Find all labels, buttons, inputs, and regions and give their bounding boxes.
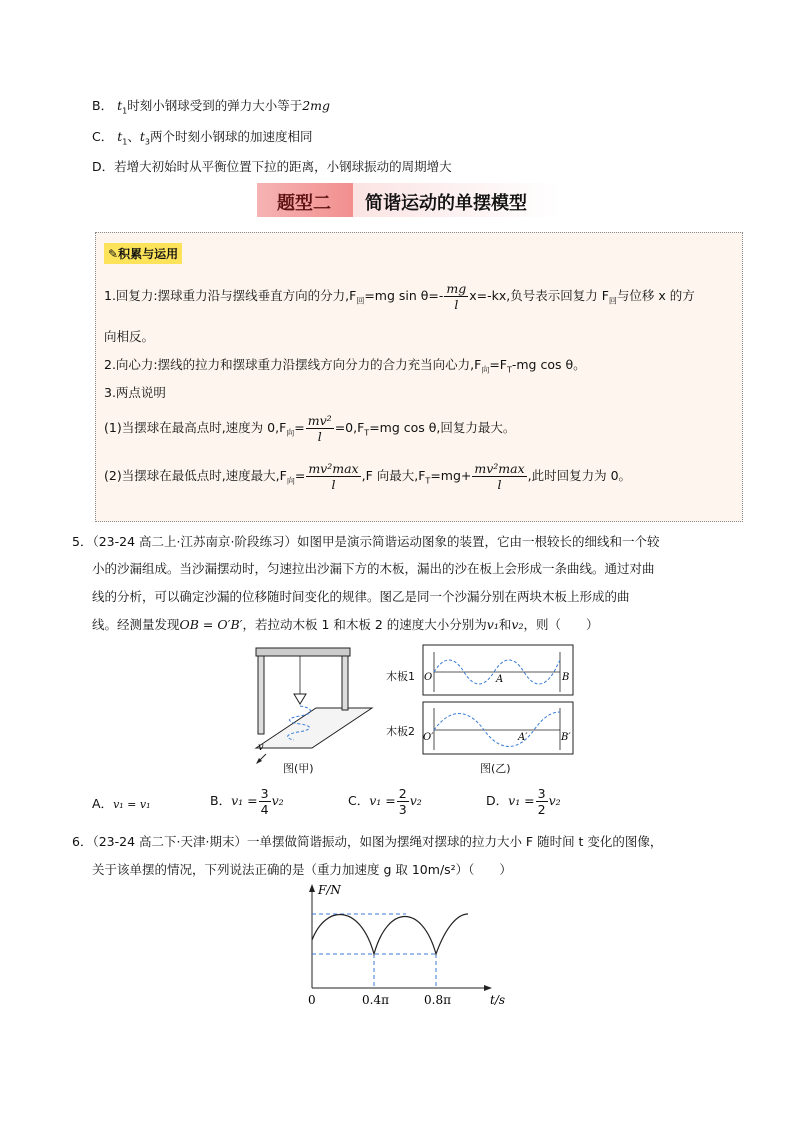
choice-formula: v₁ =	[369, 793, 396, 808]
denominator: 3	[398, 802, 407, 817]
banner-left	[257, 183, 353, 217]
subscript: T	[425, 476, 431, 486]
option-value: 2mg	[302, 98, 331, 113]
box-tag	[104, 243, 182, 264]
subscript: 向	[286, 476, 295, 486]
box-line-1b	[104, 327, 154, 345]
label-b-prime: B′	[561, 732, 571, 743]
tick-label-1: 0.4π	[362, 993, 389, 1007]
option-label: C．	[92, 129, 114, 144]
text: =mg+	[430, 468, 472, 483]
label-a-prime: A′	[518, 732, 528, 743]
q5-line-1: 5．（23-24 高二上·江苏南京·阶段练习）如图甲是演示简谐运动图象的装置，它由一根较长的细线和一个较	[72, 534, 660, 549]
text: =	[294, 420, 305, 435]
symbol-v2: v₂	[511, 617, 524, 632]
board2	[423, 702, 573, 754]
option-label: B．	[92, 98, 114, 113]
numerator: 2	[398, 786, 407, 801]
numerator: mv²	[307, 413, 332, 428]
text: x=-kx,负号表示回复力 F	[469, 288, 609, 303]
subscript: 向	[481, 365, 490, 375]
text: ，若拉动木板 1 和木板 2 的速度大小分别为	[242, 617, 487, 632]
option-b	[92, 96, 330, 116]
q5-choice-c	[348, 786, 422, 817]
box-line-3	[104, 383, 166, 401]
figure-pendulum	[236, 646, 376, 776]
subscript: 向	[286, 428, 295, 438]
text: 向相反。	[104, 329, 155, 344]
q5-line-4	[92, 615, 598, 633]
denominator: 4	[260, 802, 269, 817]
text: =mg sin θ=-	[364, 288, 444, 303]
x-axis-label: t/s	[490, 993, 506, 1007]
q6-line-2: 关于该单摆的情况，下列说法正确的是（重力加速度 g 取 10m/s²）（ ）	[92, 862, 512, 877]
choice-formula: v₁ =	[231, 793, 258, 808]
option-text: 时刻小钢球受到的弹力大小等于	[127, 98, 303, 113]
board1-label: 木板1	[386, 670, 415, 683]
denominator: l	[331, 477, 336, 492]
subscript: 回	[356, 296, 365, 306]
fraction	[472, 461, 526, 492]
force-curve	[312, 914, 468, 954]
text: (2)当摆球在最低点时,速度最大,F	[104, 468, 287, 483]
knowledge-box	[95, 232, 743, 522]
box-line-1	[104, 281, 695, 312]
text: 线。经测量发现	[92, 617, 180, 632]
numerator: mv²max	[474, 461, 525, 476]
q5-line-3: 线的分析，可以确定沙漏的位移随时间变化的规律。图乙是同一个沙漏分别在两块木板上形成的曲	[92, 589, 630, 604]
text: 1.回复力:摆球重力沿与摆线垂直方向的分力,F	[104, 288, 357, 303]
sand-board	[256, 708, 372, 748]
text: (1)当摆球在最高点时,速度为 0,F	[104, 420, 287, 435]
text: 与位移 x 的方	[616, 288, 695, 303]
symbol-t: t	[139, 129, 145, 144]
q5-choice-a	[92, 794, 151, 812]
numerator: mv²max	[308, 461, 359, 476]
numerator: 3	[537, 786, 546, 801]
separator: 、	[127, 129, 140, 144]
subscript: 回	[608, 296, 617, 306]
box-line-4	[104, 413, 515, 444]
y-axis-arrow	[309, 884, 315, 892]
symbol-t: t	[117, 129, 123, 144]
fraction	[306, 413, 334, 444]
fraction	[444, 281, 468, 312]
text: ，则（ ）	[523, 617, 599, 632]
caption-fig1: 图(甲)	[283, 762, 314, 775]
choice-formula: v₂	[409, 793, 422, 808]
origin-label: 0	[308, 993, 316, 1007]
box-line-5	[104, 461, 631, 492]
q6-line-1: 6．（23-24 高二下·天津·期末）一单摆做简谐振动，如图为摆绳对摆球的拉力大小 F 随时间 t 变化的图像，	[72, 834, 663, 849]
choice-formula: v₁ = v₁	[113, 798, 151, 811]
force-time-graph	[296, 880, 516, 1010]
q5-choice-d	[486, 786, 561, 817]
caption-fig2: 图(乙)	[480, 762, 511, 775]
fraction	[536, 786, 548, 817]
tick-label-2: 0.8π	[424, 993, 451, 1007]
fraction	[259, 786, 271, 817]
label-a: A	[496, 674, 504, 685]
text: =	[294, 468, 306, 483]
option-d	[92, 157, 452, 175]
text: -mg cos θ。	[511, 357, 586, 372]
y-axis-label: F/N	[318, 883, 341, 897]
choice-label: D．	[486, 793, 509, 808]
fraction	[397, 786, 409, 817]
subscript: 3	[144, 137, 150, 147]
choice-label: A．	[92, 796, 114, 811]
label-b: B	[562, 672, 570, 683]
board1	[423, 645, 573, 695]
option-label: D．	[92, 159, 115, 174]
text: 3.两点说明	[104, 385, 166, 400]
choice-formula: v₁ =	[508, 793, 535, 808]
text: ,F 向最大,F	[361, 468, 426, 483]
choice-formula: v₂	[271, 793, 284, 808]
choice-label: C．	[348, 793, 370, 808]
subscript: 1	[122, 137, 128, 147]
text: 2.向心力:摆线的拉力和摆球重力沿摆线方向分力的合力充当向心力,F	[104, 357, 482, 372]
subscript: T	[506, 365, 512, 375]
text: =F	[489, 357, 507, 372]
denominator: l	[454, 297, 459, 312]
option-c	[92, 127, 313, 147]
text: =0,F	[334, 420, 365, 435]
label-o: O	[424, 672, 433, 683]
left-post	[258, 654, 264, 734]
numerator: mg	[446, 281, 467, 296]
banner-left-text: 题型二	[277, 193, 331, 214]
label-o-prime: O′	[423, 732, 434, 743]
box-line-2	[104, 355, 586, 376]
choice-formula: v₂	[548, 793, 561, 808]
q5-choice-b	[210, 786, 284, 817]
pen-icon: ✎	[108, 247, 119, 261]
subscript: T	[364, 428, 370, 438]
q5-line-2: 小的沙漏组成。当沙漏摆动时，匀速拉出沙漏下方的木板，漏出的沙在板上会形成一条曲线。通过对曲	[92, 561, 655, 576]
text: =mg cos θ,回复力最大。	[369, 420, 516, 435]
formula: OB = O′B′	[179, 617, 243, 632]
symbol-t: t	[117, 98, 123, 113]
x-axis-arrow	[484, 985, 492, 991]
figure-boards	[422, 644, 574, 756]
section-banner	[257, 183, 561, 217]
choice-label: B．	[210, 793, 232, 808]
symbol-v1: v₁	[486, 617, 499, 632]
banner-right	[353, 183, 561, 217]
option-text: 若增大初始时从平衡位置下拉的距离，小钢球振动的周期增大	[114, 159, 452, 174]
box-tag-text: 积累与运用	[118, 247, 179, 261]
denominator: 2	[537, 802, 546, 817]
board2-label: 木板2	[386, 725, 415, 738]
right-post	[342, 654, 348, 710]
label-v: v	[258, 742, 264, 753]
text: ,此时回复力为 0。	[527, 468, 632, 483]
denominator: l	[497, 477, 502, 492]
banner-title: 简谐运动的单摆模型	[365, 193, 527, 214]
text: 和	[498, 617, 512, 632]
sand-funnel	[294, 694, 306, 704]
fraction	[306, 461, 360, 492]
subscript: 1	[122, 106, 128, 116]
numerator: 3	[260, 786, 269, 801]
top-beam	[256, 648, 350, 656]
option-text: 两个时刻小钢球的加速度相同	[149, 129, 313, 144]
denominator: l	[317, 429, 322, 444]
